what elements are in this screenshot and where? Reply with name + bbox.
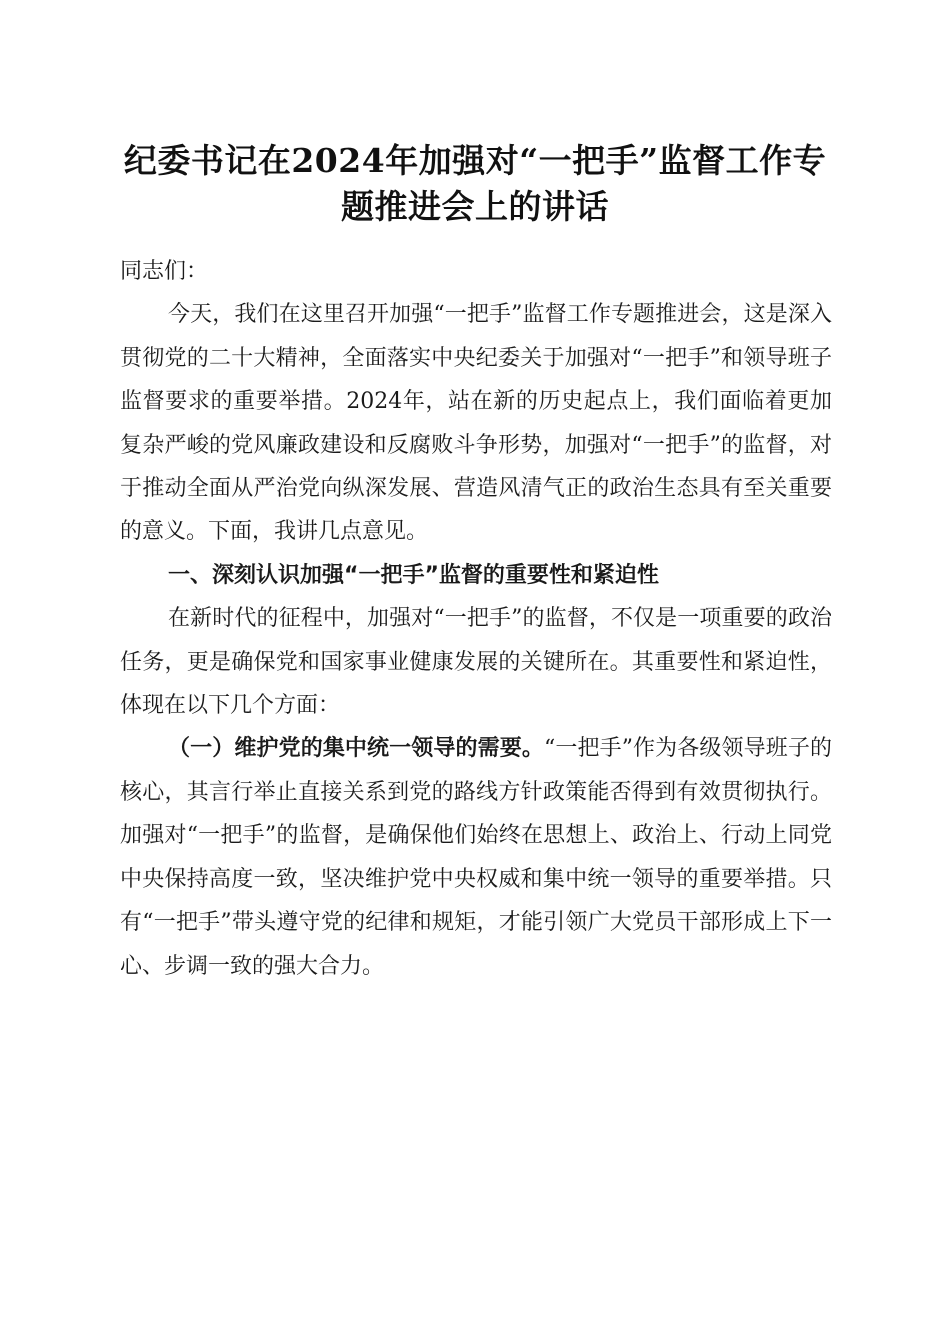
salutation: 同志们： (120, 259, 209, 284)
subsection-paragraph-1 (120, 727, 832, 987)
subsection-heading-1: （一）维护党的集中统一领导的需要。 (168, 735, 544, 762)
document-body (120, 250, 832, 988)
intro-paragraph: 今天，我们在这里召开加强“一把手”监督工作专题推进会，这是深入贯彻党的二十大精神，全面落实中央纪委关于加强对“一把手”和领导班子监督要求的重要举措。2024年，站在新的历史起点上，我们面临着更加复杂严峻的党风廉政建设和反腐败斗争形势，加强对“一把手”的监督，对于推动全面从严治党向纵深发展、营造风清气正的政治生态具有至关重要的意义。下面，我讲几点意见。 (120, 302, 832, 545)
section-heading-1: 一、深刻认识加强“一把手”监督的重要性和紧迫性 (168, 562, 659, 588)
section-1-paragraph: 在新时代的征程中，加强对“一把手”的监督，不仅是一项重要的政治任务，更是确保党和国家事业健康发展的关键所在。其重要性和紧迫性，体现在以下几个方面： (120, 606, 832, 719)
document-title: 纪委书记在2024年加强对“一把手”监督工作专题推进会上的讲话 (123, 141, 827, 226)
subsection-paragraph-1-text: “一把手”作为各级领导班子的核心，其言行举止直接关系到党的路线方针政策能否得到有效贯彻执行。加强对“一把手”的监督，是确保他们始终在思想上、政治上、行动上同党中央保持高度一致，坚决维护党中央权威和集中统一领导的重要举措。只有“一把手”带头遵守党的纪律和规矩，才能引领广大党员干部形成上下一心、步调一致的强大合力。 (120, 736, 832, 979)
